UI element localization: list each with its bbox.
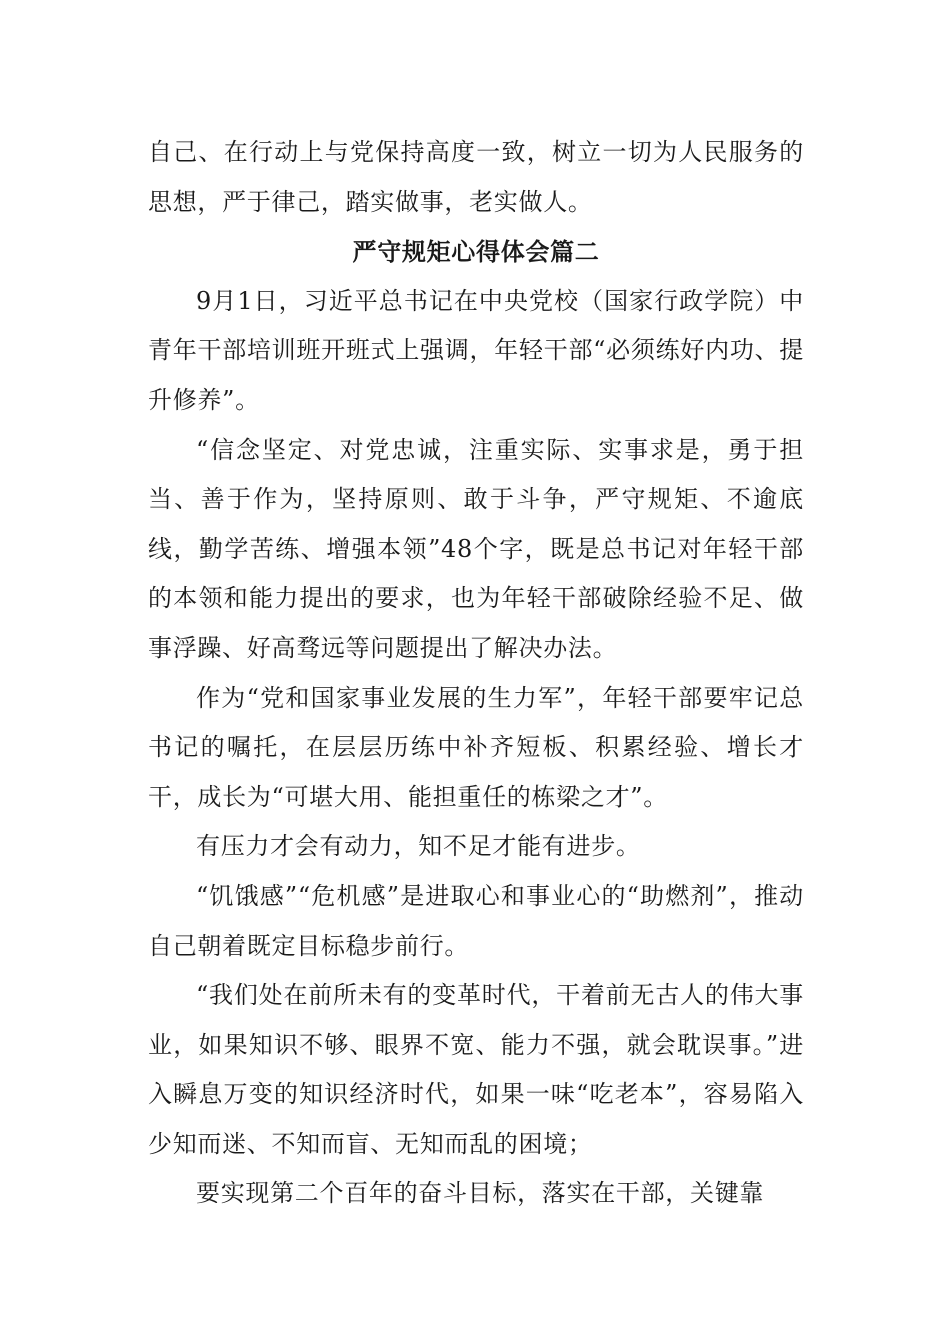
paragraph: “我们处在前所未有的变革时代，干着前无古人的伟大事业，如果知识不够、眼界不宽、能力不强，就会耽误事。”进入瞬息万变的知识经济时代，如果一味“吃老本”，容易陷入少知而迷、不知而盲、无知而乱的困境；	[148, 981, 804, 1158]
document-body	[148, 128, 804, 1219]
paragraph: 作为“党和国家事业发展的生力军”，年轻干部要牢记总书记的嘱托，在层层历练中补齐短板、积累经验、增长才干，成长为“可堪大用、能担重任的栋梁之才”。	[148, 683, 804, 811]
paragraph: “饥饿感”“危机感”是进取心和事业心的“助燃剂”，推动自己朝着既定目标稳步前行。	[148, 881, 804, 960]
paragraph-continuation: 自己、在行动上与党保持高度一致，树立一切为人民服务的思想，严于律己，踏实做事，老实做人。	[148, 138, 804, 216]
paragraph: “信念坚定、对党忠诚，注重实际、实事求是，勇于担当、善于作为，坚持原则、敢于斗争，严守规矩、不逾底线，勤学苦练、增强本领”48个字，既是总书记对年轻干部的本领和能力提出的要求，也为年轻干部破除经验不足、做事浮躁、好高骛远等问题提出了解决办法。	[148, 435, 804, 662]
paragraph: 有压力才会有动力，知不足才能有进步。	[196, 832, 641, 861]
section-heading: 严守规矩心得体会篇二	[352, 237, 600, 267]
paragraph: 9月1日，习近平总书记在中央党校（国家行政学院）中青年干部培训班开班式上强调，年轻干部“必须练好内功、提升修养”。	[148, 286, 804, 414]
paragraph: 要实现第二个百年的奋斗目标，落实在干部，关键靠	[196, 1179, 765, 1208]
